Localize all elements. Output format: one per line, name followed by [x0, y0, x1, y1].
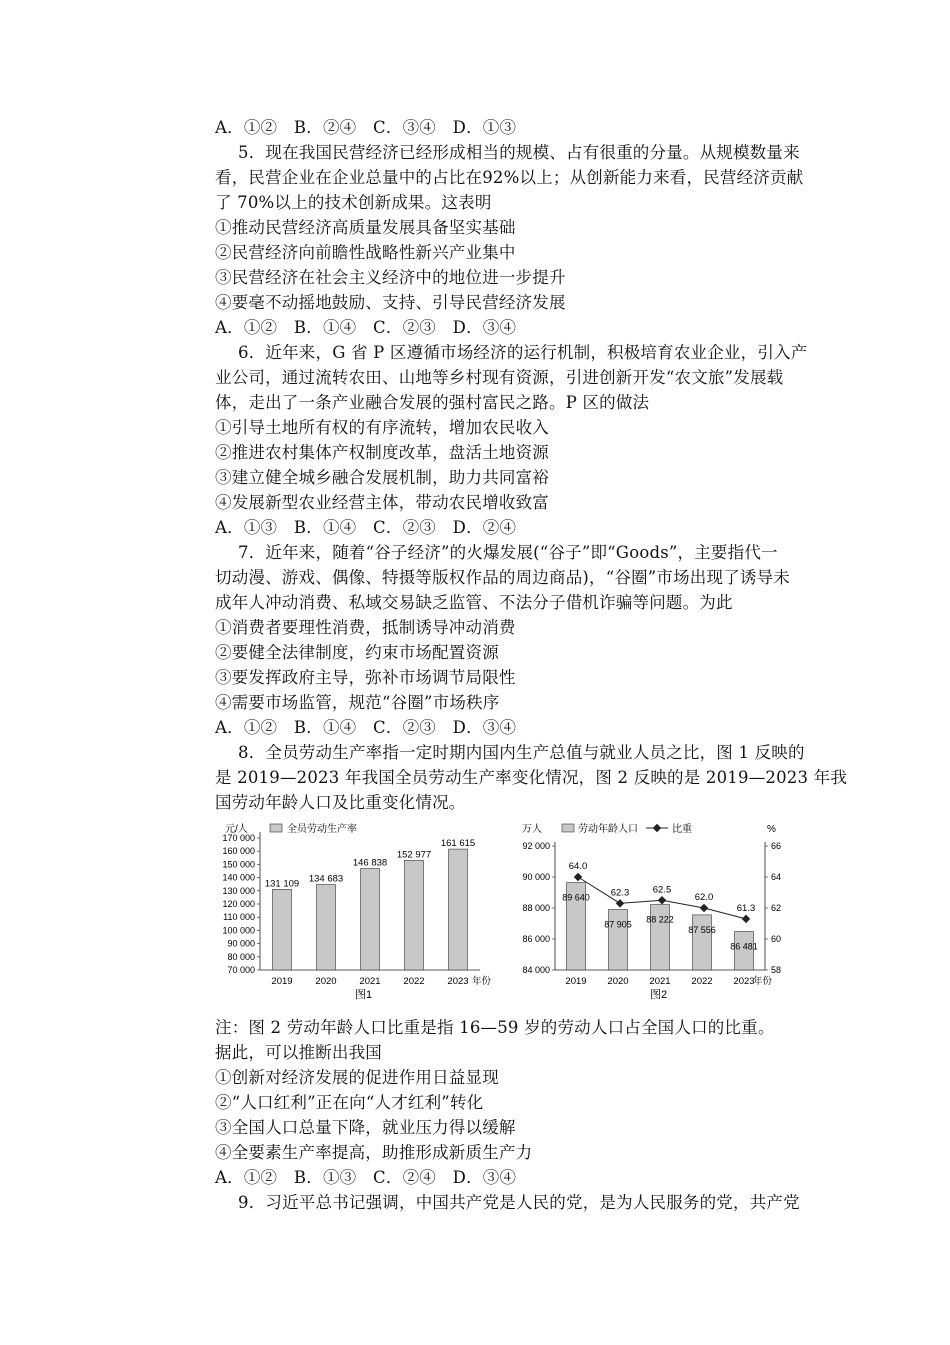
data-label: 161 615: [440, 838, 476, 850]
y-tick-label: 130 000: [222, 885, 255, 896]
text-line: ③民营经济在社会主义经济中的地位进一步提升: [215, 268, 566, 287]
legend-label: 全员劳动生产率: [287, 824, 357, 835]
bar-data-label: 88 222: [646, 914, 674, 925]
text-line: ④需要市场监管，规范“谷圈”市场秩序: [215, 693, 500, 712]
x-tick-label: 2020: [607, 976, 629, 987]
y-tick-label: 86 000: [522, 934, 550, 944]
x-tick-label: 2021: [649, 976, 671, 987]
line-marker: [658, 896, 666, 904]
text-line: 业公司，通过流转农田、山地等乡村现有资源，引进创新开发“农文旅”发展载: [215, 368, 784, 387]
legend-label-line: 比重: [672, 824, 692, 835]
line-data-label: 61.3: [736, 902, 756, 914]
line-data-label: 62.3: [610, 887, 630, 899]
line-marker: [574, 873, 582, 881]
line-marker: [616, 899, 624, 907]
x-tick-label: 2022: [403, 976, 425, 987]
text-line: 体，走出了一条产业融合发展的强村富民之路。P 区的做法: [215, 393, 650, 412]
y-tick-label: 140 000: [222, 872, 255, 883]
y-tick-label: 120 000: [222, 899, 255, 909]
text-line: 5．现在我国民营经济已经形成相当的规模、占有很重的分量。从规模数量来: [238, 143, 800, 162]
figure-caption: 图2: [650, 989, 668, 1001]
y-tick-label: 88 000: [522, 903, 550, 913]
bar: [449, 849, 468, 970]
bar: [693, 915, 712, 970]
text-line: ②“人口红利”正在向“人才红利”转化: [215, 1093, 484, 1112]
data-label: 131 109: [264, 878, 300, 890]
y-unit-label: 万人: [522, 824, 542, 835]
line-data-label: 62.0: [694, 892, 714, 903]
text-line: A．①② B．①④ C．②③ D．③④: [215, 718, 517, 737]
text-line: 6．近年来，G 省 P 区遵循市场经济的运行机制，积极培育农业企业，引入产: [238, 343, 808, 362]
text-line: 是 2019—2023 年我国全员劳动生产率变化情况，图 2 反映的是 2019—2023 年我: [215, 768, 848, 787]
line-marker: [700, 904, 708, 912]
y-tick-label: 110 000: [223, 912, 255, 923]
legend-swatch: [270, 824, 282, 832]
text-line: 8．全员劳动生产率指一定时期内国内生产总值与就业人员之比，图 1 反映的: [238, 743, 805, 762]
x-tick-label: 2020: [315, 976, 337, 987]
text-line: ②要健全法律制度，约束市场配置资源: [215, 643, 499, 662]
text-line: 看，民营企业在企业总量中的占比在92%以上；从创新能力来看，民营经济贡献: [215, 168, 804, 187]
line-marker: [742, 915, 750, 923]
y-tick-label: 170 000: [222, 833, 255, 843]
legend-marker: [653, 824, 661, 832]
bar-data-label: 89 640: [562, 892, 590, 903]
text-line: A．①② B．②④ C．③④ D．①③: [215, 118, 517, 137]
bar-data-label: 87 556: [688, 924, 716, 935]
text-line: A．①② B．①③ C．②④ D．③④: [215, 1168, 517, 1187]
bar: [317, 885, 336, 970]
y2-tick-label: 66: [771, 841, 782, 851]
data-label: 134 683: [308, 873, 344, 885]
y-unit-label: 元/人: [225, 824, 248, 835]
bar: [405, 860, 424, 970]
text-line: ②推进农村集体产权制度改革，盘活土地资源: [215, 443, 549, 462]
y2-tick-label: 60: [771, 934, 782, 944]
y2-unit-label: %: [767, 824, 776, 835]
x-unit-label: 年份: [753, 976, 773, 987]
text-line: 据此，可以推断出我国: [215, 1043, 382, 1062]
text-line: 7．近年来，随着“谷子经济”的火爆发展(“谷子”即“Goods”，主要指代一: [238, 543, 778, 562]
y-tick-label: 160 000: [222, 846, 255, 857]
data-label: 152 977: [396, 849, 432, 861]
text-line: ④全要素生产率提高，助推形成新质生产力: [215, 1143, 533, 1162]
text-line: ①引导土地所有权的有序流转，增加农民收入: [215, 418, 549, 437]
bar: [361, 869, 380, 970]
text-line: ①消费者要理性消费，抵制诱导冲动消费: [215, 618, 516, 637]
figure-charts: [210, 818, 810, 1008]
legend-swatch-bar: [562, 824, 574, 832]
bar: [273, 889, 292, 970]
y-tick-label: 150 000: [222, 859, 255, 870]
chart-fig1: [210, 818, 510, 1008]
legend-label-bar: 劳动年龄人口: [578, 824, 638, 835]
data-label: 146 838: [352, 857, 388, 869]
text-line: A．①② B．①④ C．②③ D．③④: [215, 318, 517, 337]
y-tick-label: 92 000: [522, 841, 550, 851]
text-line: 9．习近平总书记强调，中国共产党是人民的党，是为人民服务的党，共产党: [238, 1193, 800, 1212]
text-line: ③要发挥政府主导，弥补市场调节局限性: [215, 668, 516, 687]
text-line: ④发展新型农业经营主体，带动农民增收致富: [215, 493, 549, 512]
x-tick-label: 2019: [271, 976, 293, 987]
text-line: 国劳动年龄人口及比重变化情况。: [215, 793, 466, 812]
text-line: ①创新对经济发展的促进作用日益显现: [215, 1068, 499, 1087]
y-tick-label: 70 000: [227, 965, 255, 975]
text-line: ③全国人口总量下降，就业压力得以缓解: [215, 1118, 516, 1137]
figure-caption: 图1: [355, 989, 373, 1001]
y-tick-label: 84 000: [522, 965, 550, 975]
text-line: 注：图 2 劳动年龄人口比重是指 16—59 岁的劳动人口占全国人口的比重。: [215, 1018, 775, 1037]
text-line: ③建立健全城乡融合发展机制，助力共同富裕: [215, 468, 549, 487]
y-tick-label: 90 000: [227, 938, 255, 949]
chart-fig2: [510, 818, 810, 1008]
x-tick-label: 2023: [733, 976, 755, 987]
x-tick-label: 2019: [565, 976, 587, 987]
text-line: ①推动民营经济高质量发展具备坚实基础: [215, 218, 516, 237]
line-data-label: 64.0: [568, 861, 588, 872]
x-tick-label: 2022: [691, 976, 713, 987]
y-tick-label: 90 000: [522, 872, 550, 882]
x-tick-label: 2023: [447, 976, 469, 987]
text-line: 成年人冲动消费、私域交易缺乏监管、不法分子借机诈骗等问题。为此: [215, 593, 733, 612]
y-tick-label: 100 000: [222, 925, 255, 936]
y2-tick-label: 64: [771, 872, 782, 882]
text-line: 切动漫、游戏、偶像、特摄等版权作品的周边商品)，“谷圈”市场出现了诱导未: [215, 568, 791, 587]
y2-tick-label: 62: [771, 903, 782, 913]
bar-data-label: 86 481: [730, 941, 758, 952]
text-line: A．①③ B．①④ C．②③ D．②④: [215, 518, 517, 537]
x-tick-label: 2021: [359, 976, 381, 987]
text-line: ④要毫不动摇地鼓励、支持、引导民营经济发展: [215, 293, 566, 312]
y-tick-label: 80 000: [227, 951, 255, 962]
y2-tick-label: 58: [771, 965, 782, 975]
x-unit-label: 年份: [472, 976, 492, 987]
bar-data-label: 87 905: [604, 919, 632, 930]
text-line: 了 70%以上的技术创新成果。这表明: [215, 193, 492, 212]
text-line: ②民营经济向前瞻性战略性新兴产业集中: [215, 243, 516, 262]
line-data-label: 62.5: [652, 884, 672, 896]
